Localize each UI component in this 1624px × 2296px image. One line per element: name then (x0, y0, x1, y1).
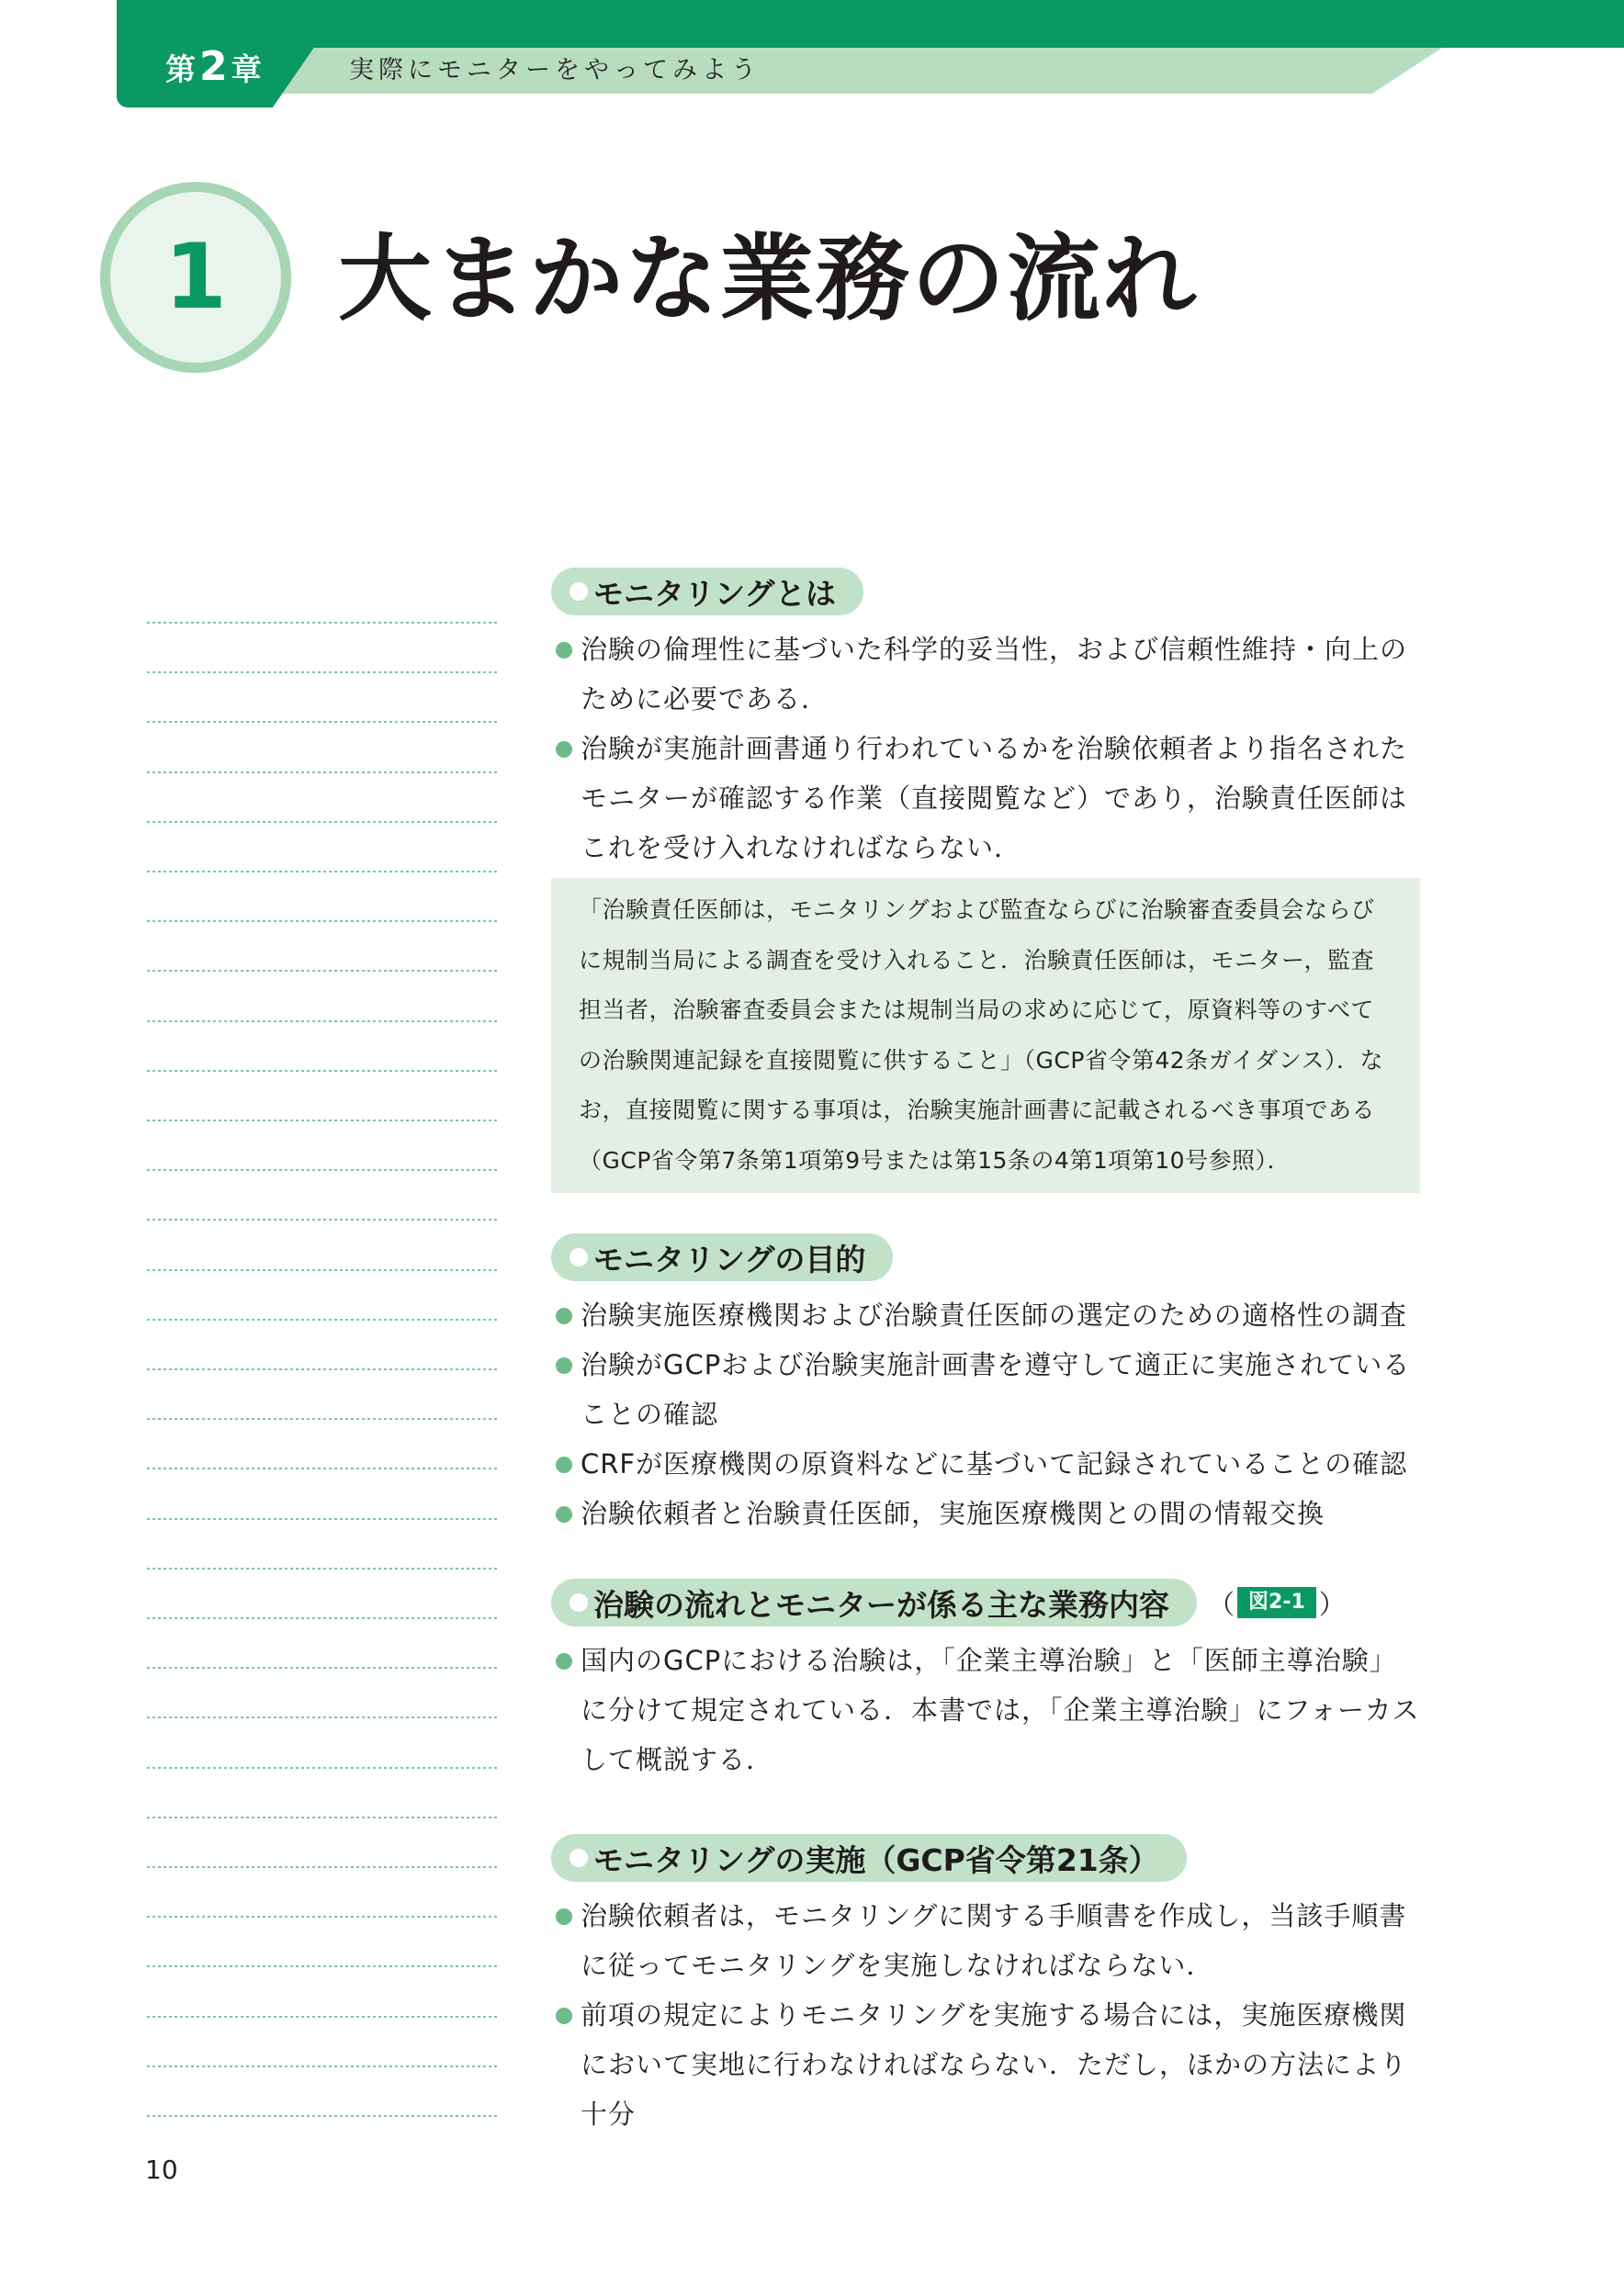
memo-line (147, 1468, 500, 1469)
list-item-text: 治験の倫理性に基づいた科学的妥当性，および信頼性維持・向上のために必要である． (581, 634, 1408, 715)
bullet-list (551, 1636, 1420, 1784)
figure-ref-open: （ (1208, 1588, 1235, 1620)
memo-line (147, 1020, 500, 1022)
list-item-text: 治験がGCPおよび治験実施計画書を遵守して適正に実施されていることの確認 (581, 1349, 1411, 1430)
section-number: 1 (164, 225, 228, 330)
bullet-dot-icon (556, 741, 572, 758)
list-item-text: 治験依頼者は，モニタリングに関する手順書を作成し，当該手順書に従ってモニタリングを実施しなければならない． (581, 1900, 1407, 1981)
memo-line (147, 2065, 500, 2067)
bullet-dot-icon (556, 642, 572, 658)
memo-line (147, 1219, 500, 1221)
memo-line (147, 2115, 500, 2117)
memo-line (147, 871, 500, 872)
memo-line (147, 1916, 500, 1918)
memo-line (147, 671, 500, 673)
list-item-text: 前項の規定によりモニタリングを実施する場合には，実施医療機関において実地に行わなければならない．ただし，ほかの方法により十分 (581, 1999, 1408, 2130)
list-item (551, 1439, 1420, 1489)
list-item-text: 治験実施医療機関および治験責任医師の選定のための適格性の調査 (581, 1300, 1408, 1331)
memo-line (147, 1667, 500, 1669)
bullet-dot-icon (556, 2008, 572, 2024)
main-content (551, 568, 1420, 2139)
section-number-circle (100, 182, 291, 373)
heading-dot-icon (570, 582, 588, 601)
heading-row-trial-flow (551, 1579, 1420, 1626)
header-band (117, 0, 1624, 48)
memo-line (147, 622, 500, 624)
memo-line (147, 1518, 500, 1520)
heading-monitoring-purpose (551, 1233, 893, 1281)
memo-line (147, 1716, 500, 1718)
memo-line (147, 1319, 500, 1321)
memo-line (147, 1169, 500, 1171)
chapter-prefix: 第 (165, 51, 196, 87)
chapter-number: 2 (199, 43, 228, 90)
figure-badge: 図2-1 (1237, 1587, 1316, 1618)
quote-box: 「治験責任医師は，モニタリングおよび監査ならびに治験審査委員会ならびに規制当局による調査を受け入れること．治験責任医師は，モニター，監査担当者，治験審査委員会または規制当局の求めに応じて，原資料等のすべての治験関連記録を直接閲覧に供すること」（GCP省令第42条ガイダンス）．なお，直接閲覧に関する事項は，治験実施計画書に記載されるべき事項である（GCP省令第7条第1項第9号または第15条の4第1項第10号参照）． (551, 878, 1420, 1193)
heading-trial-flow (551, 1579, 1197, 1626)
list-item (551, 1489, 1420, 1538)
memo-line (147, 1617, 500, 1619)
memo-line (147, 771, 500, 773)
memo-line (147, 2016, 500, 2018)
bullet-dot-icon (556, 1357, 572, 1374)
bullet-list (551, 1891, 1420, 2139)
list-item (551, 1340, 1420, 1439)
chapter-suffix: 章 (231, 51, 262, 87)
chapter-title: 実際にモニターをやってみよう (349, 56, 761, 84)
memo-line (147, 920, 500, 922)
memo-line (147, 1568, 500, 1570)
page-number: 10 (145, 2155, 178, 2185)
list-item-text: 治験依頼者と治験責任医師，実施医療機関との間の情報交換 (581, 1498, 1325, 1529)
list-item (551, 724, 1420, 872)
bullet-dot-icon (556, 1457, 572, 1473)
memo-line (147, 1866, 500, 1868)
memo-line (147, 1965, 500, 1967)
memo-line (147, 1418, 500, 1420)
figure-ref-close: ） (1318, 1588, 1346, 1620)
heading-dot-icon (570, 1248, 588, 1266)
bullet-dot-icon (556, 1653, 572, 1670)
list-item-text: 治験が実施計画書通り行われているかを治験依頼者より指名されたモニターが確認する作業（直接閲覧など）であり，治験責任医師はこれを受け入れなければならない． (581, 733, 1408, 863)
memo-line (147, 1368, 500, 1370)
memo-line (147, 1767, 500, 1769)
heading-label: 治験の流れとモニターが係る主な業務内容 (593, 1586, 1169, 1623)
chapter-label (165, 44, 262, 90)
list-item (551, 1290, 1420, 1340)
list-item (551, 1891, 1420, 1990)
list-item (551, 625, 1420, 724)
heading-label: モニタリングの目的 (593, 1241, 866, 1277)
memo-line (147, 1120, 500, 1121)
bullet-dot-icon (556, 1908, 572, 1925)
bullet-list (551, 625, 1420, 872)
bullet-dot-icon (556, 1308, 572, 1324)
list-item (551, 1990, 1420, 2139)
heading-dot-icon (570, 1593, 588, 1612)
heading-label: モニタリングの実施（GCP省令第21条） (593, 1841, 1159, 1878)
memo-line (147, 970, 500, 972)
memo-line (147, 1269, 500, 1271)
memo-line (147, 821, 500, 823)
heading-label: モニタリングとは (593, 575, 836, 612)
bullet-list (551, 1290, 1420, 1538)
figure-reference (1208, 1584, 1346, 1622)
section-title: 大まかな業務の流れ (338, 225, 1198, 334)
memo-line (147, 1817, 500, 1818)
list-item-text: CRFが医療機関の原資料などに基づいて記録されていることの確認 (581, 1448, 1408, 1480)
memo-line (147, 721, 500, 723)
list-item-text: 国内のGCPにおける治験は，「企業主導治験」と「医師主導治験」に分けて規定されている．本書では，「企業主導治験」にフォーカスして概説する． (581, 1645, 1420, 1775)
memo-line (147, 1070, 500, 1072)
heading-dot-icon (570, 1849, 588, 1867)
heading-monitoring-implementation (551, 1834, 1187, 1882)
heading-monitoring-definition (551, 568, 863, 615)
list-item (551, 1636, 1420, 1784)
bullet-dot-icon (556, 1506, 572, 1523)
